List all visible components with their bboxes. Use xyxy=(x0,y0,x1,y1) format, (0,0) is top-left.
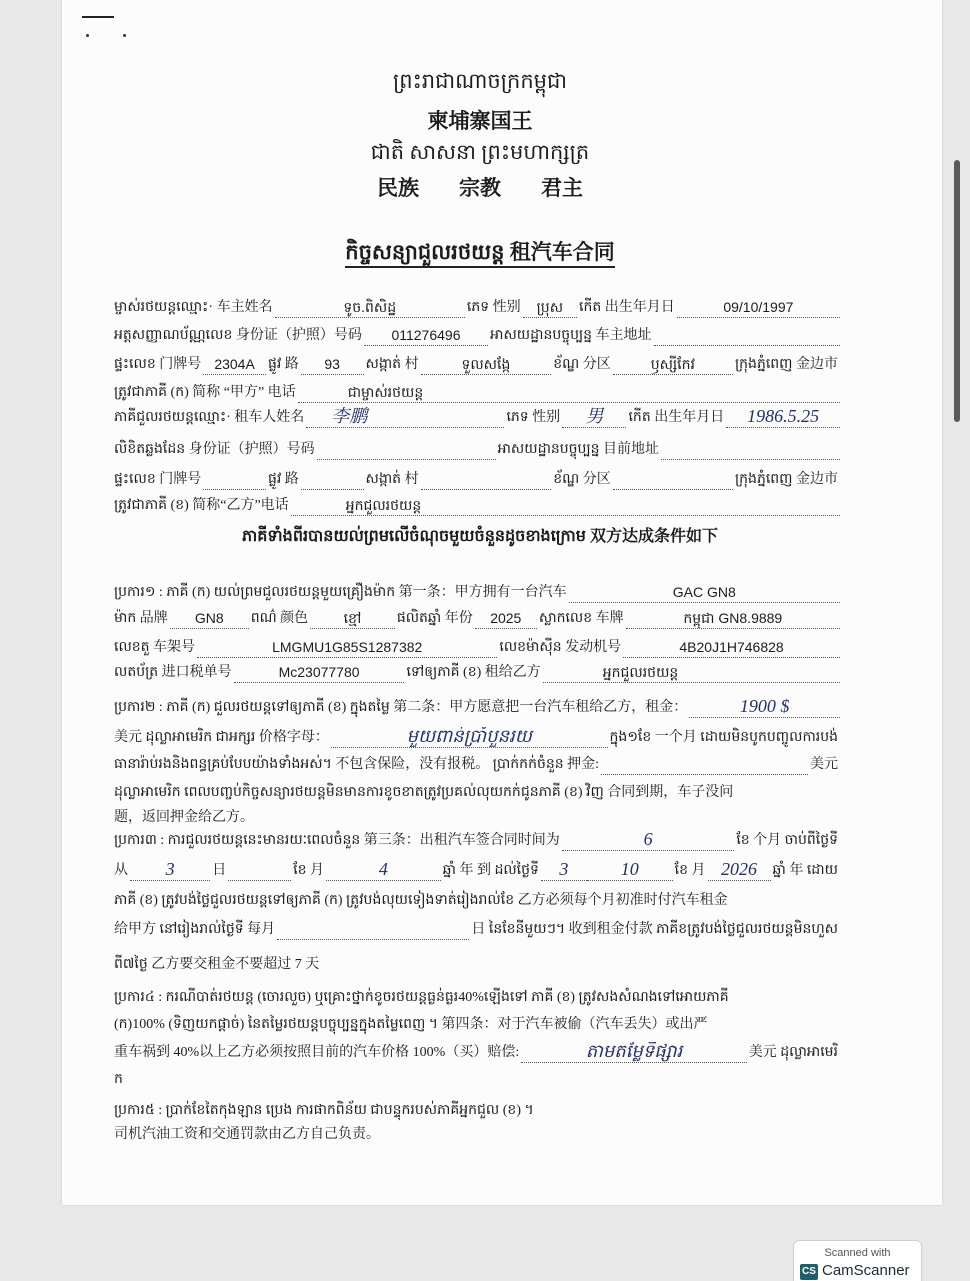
article1-intro: ប្រការ១ : ភាគី (ក) យល់ព្រមជួលរថយន្តមួយគ្រឿងម៉ាក 第一条：甲方拥有一台汽车 xyxy=(114,585,567,600)
owner-role-value: ជាម្ចាស់រថយន្ត xyxy=(298,382,840,403)
article4-row-4 xyxy=(112,1064,840,1090)
compensation-value: តាមតម្លៃទីផ្សារ xyxy=(521,1042,747,1063)
scan-dot xyxy=(123,34,126,37)
lease-to-label: ទៅឲ្យភាគី (ខ) 租给乙方 xyxy=(406,665,541,680)
scan-dot xyxy=(86,34,89,37)
article3-dates-row xyxy=(112,855,840,881)
article4-row-1 xyxy=(112,982,840,1008)
article2-refund-row xyxy=(112,777,840,803)
owner-name-row xyxy=(112,292,840,318)
day-label: 日 xyxy=(212,863,227,878)
renter-sex-label: ភេទ 性别 xyxy=(506,410,561,425)
owner-id-value: 011276496 xyxy=(364,325,488,346)
compensation-unit: 美元 ដុល្លាអាមេរិ xyxy=(748,1045,838,1060)
article1-intro-row xyxy=(112,577,840,603)
color-value: ខ្មៅ xyxy=(310,608,395,629)
blank-field xyxy=(203,469,266,490)
renter-city-label: ក្រុងភ្នំពេញ 金边市 xyxy=(735,472,838,487)
due-day-tail: 日 នៃខែនីមួយៗ។ 收到租金付款 ភាគីខត្រូវបង់ថ្លៃជួលរថយន្តមិនហួស xyxy=(471,922,838,937)
badge-caption: Scanned with xyxy=(824,1247,891,1259)
term-months-label: ខែ 个月 ចាប់ពីថ្ងៃទី xyxy=(736,833,838,848)
renter-district-label: ខ័ណ្ឌ 分区 xyxy=(553,472,611,487)
article2-intro-row xyxy=(112,692,840,718)
term-months-value: 6 xyxy=(562,830,735,851)
renter-house-label: ផ្ទះលេខ 门牌号 xyxy=(114,472,202,487)
contract-title-text: កិច្ចសន្យាជួលរថយន្ត 租汽车合同 xyxy=(345,240,615,268)
brand-label: ម៉ាក 品牌 xyxy=(114,611,168,626)
blank-field xyxy=(421,469,552,490)
year-label: ផលិតឆ្នាំ 年份 xyxy=(396,611,473,626)
owner-address-row xyxy=(112,349,840,375)
engine-label: លេខម៉ាស៊ីន 发动机号 xyxy=(499,640,622,655)
due-day-blank-field xyxy=(277,919,469,940)
owner-house-value: 2304A xyxy=(203,354,266,375)
rent-price-value: 1900 $ xyxy=(689,697,840,718)
kingdom-khmer-text: ព្រះរាជាណាចក្រកម្ពុជា xyxy=(392,69,567,93)
motto-religion: 宗教 xyxy=(459,176,501,200)
start-day-value: 3 xyxy=(130,860,210,881)
tax-label: លតប័ត្រ 进口税单号 xyxy=(114,665,232,680)
from-label: 从 xyxy=(114,863,128,878)
deposit-unit: 美元 xyxy=(810,757,838,772)
article3-due-row xyxy=(112,914,840,940)
article3-payment-row xyxy=(112,885,840,911)
renter-street-label: ផ្លូវ 路 xyxy=(267,472,299,487)
end-year-value: 2026 xyxy=(708,860,771,881)
end-month-value: 10 xyxy=(587,860,673,881)
month-label: ខែ 月 xyxy=(293,863,325,878)
article2-deposit-row xyxy=(112,749,840,775)
year-to-label: ឆ្នាំ 年 到 ដល់ថ្ងៃទី xyxy=(442,863,539,878)
owner-address-label: អាសយដ្ឋានបច្ចុប្បន្ន 车主地址 xyxy=(490,328,652,343)
article4-text-2: (ក)100% (ទិញយកផ្តាច់) នៃតម្លៃរថយន្តបច្ចុប្បន្នក្នុងតម្លៃពេញ ។ 第四条：对于汽车被偷（汽车丢失）或出严 xyxy=(114,1017,708,1032)
blank-field xyxy=(301,469,364,490)
blank-field xyxy=(228,860,291,881)
payment-text: ភាគី (ខ) ត្រូវបង់ថ្លៃជួលរថយន្តទៅឲ្យភាគី (ក) ត្រូវបង់លុយទៀងទាត់រៀងរាល់ខែ 乙方必须每个月初准时付汽车租金 xyxy=(114,893,728,908)
badge-brand: CamScanner xyxy=(822,1262,910,1279)
renter-name-row xyxy=(112,402,840,428)
article5-row-2 xyxy=(112,1119,840,1145)
motto-khmer-text: ជាតិ សាសនា ព្រះមហាក្សត្រ xyxy=(370,140,590,164)
motto-chinese xyxy=(0,172,960,202)
motto-king: 君主 xyxy=(541,176,583,200)
owner-street-value: 93 xyxy=(301,354,364,375)
brand-value: GN8 xyxy=(170,608,249,629)
blank-field xyxy=(654,325,840,346)
scan-mark xyxy=(82,16,114,18)
owner-name-label: ម្ចាស់រថយន្តឈ្មោះ· 车主姓名 xyxy=(114,300,273,315)
due-day-label: 给甲方 នៅរៀងរាល់ថ្ងៃទី 每月 xyxy=(114,922,276,937)
owner-party-label: ត្រូវជាភាគី (ក) 简称 “甲方” 电话 xyxy=(114,385,296,400)
plate-label: ស្លាកលេខ 车牌 xyxy=(538,611,624,626)
owner-id-row xyxy=(112,320,840,346)
agreement-heading-text: ភាគីទាំងពីរបានយល់ព្រមលើចំណុចមួយចំនួនដូចខាងក្រោម 双方达成条件如下 xyxy=(242,528,718,545)
owner-city-label: ក្រុងភ្នំពេញ 金边市 xyxy=(735,357,838,372)
contract-title xyxy=(0,236,960,270)
renter-name-label: ភាគីជួលរថយន្តឈ្មោះ· 租车人姓名 xyxy=(114,410,305,425)
owner-birth-value: 09/10/1997 xyxy=(677,297,840,318)
owner-district-value: ឫស្សីកែវ xyxy=(613,354,733,375)
article2-words-row xyxy=(112,722,840,748)
owner-commune-label: សង្កាត់ 村 xyxy=(365,357,419,372)
article4-text-3: 重车祸到 40%以上乙方必须按照目前的汽车价格 100%（买）赔偿: xyxy=(114,1045,520,1060)
camscanner-badge xyxy=(793,1240,922,1281)
renter-id-row xyxy=(112,434,840,460)
article4-text-4: ក xyxy=(114,1072,123,1087)
article3-intro: ប្រការ៣ : ការជួលរថយន្តនេះមានរយៈពេលចំនួន 第三条：出租汽车签合同时间为 xyxy=(114,833,560,848)
renter-birth-value: 1986.5.25 xyxy=(726,407,840,428)
renter-id-label: លិខិតឆ្លងដែន 身份证（护照）号码 xyxy=(114,442,315,457)
late-payment-text: ពី៧ថ្ងៃ 乙方要交租金不要超过 7 天 xyxy=(114,957,320,972)
renter-birth-label: កើត 出生年月日 xyxy=(628,410,725,425)
article1-vin-row xyxy=(112,632,840,658)
end-month-label: ខែ 月 xyxy=(674,863,706,878)
lease-to-value: អ្នកជួលរថយន្ត xyxy=(543,662,840,683)
owner-commune-value: ទួលសង្កែ xyxy=(421,354,552,375)
owner-street-label: ផ្លូវ 路 xyxy=(267,357,299,372)
renter-address-label: អាសយដ្ឋានបច្ចុប្បន្ន 目前地址 xyxy=(497,442,660,457)
article4-row-3 xyxy=(112,1037,840,1063)
owner-sex-value: ប្រុស xyxy=(523,297,577,318)
owner-birth-label: កើត 出生年月日 xyxy=(579,300,675,315)
article5-text-2: 司机汽油工资和交通罚款由乙方自己负责。 xyxy=(114,1127,380,1142)
owner-sex-label: ភេទ 性别 xyxy=(466,300,521,315)
owner-house-label: ផ្ទះលេខ 门牌号 xyxy=(114,357,202,372)
motto-khmer xyxy=(0,139,960,170)
article4-row-2 xyxy=(112,1009,840,1035)
year-value: 2025 xyxy=(475,608,537,629)
renter-sex-value: 男 xyxy=(562,407,626,428)
renter-name-value: 李鹏 xyxy=(306,407,504,428)
agreement-heading xyxy=(0,523,960,549)
owner-name-value: ទូច.ពិសិដ្ឋ xyxy=(275,297,465,318)
plate-value: កម្ពុជា GN8.9889 xyxy=(626,608,840,629)
owner-id-label: អត្តសញ្ញាណប័ណ្ណលេខ 身份证（护照）号码 xyxy=(114,328,362,343)
article3-late-row xyxy=(112,949,840,975)
deposit-blank-field xyxy=(601,754,808,775)
owner-district-label: ខ័ណ្ឌ 分区 xyxy=(553,357,611,372)
blank-field xyxy=(613,469,733,490)
refund-text: ដុល្លាអាមេរិក ពេលបញ្ចប់កិច្ចសន្យារថយន្តមិនមានការខូចខាតត្រូវប្រគល់លុយកក់ជូនភាគី (ខ) វិញ 合同到期，车子没问 xyxy=(114,785,734,800)
renter-party-label: ត្រូវជាភាគី (ខ) 简称“乙方”电话 xyxy=(114,498,289,513)
blank-field xyxy=(661,439,840,460)
renter-role-value: អ្នកជួលរថយន្ត xyxy=(291,495,840,516)
renter-address-row xyxy=(112,464,840,490)
vin-value: LMGMU1G85S1287382 xyxy=(197,637,497,658)
article5-text-1: ប្រការ៥ : ប្រាក់ខែតៃកុងឡាន ប្រេង ការផាកពិន័យ ជាបន្ទុករបស់ភាគីអ្នកជួល (ខ) ។ xyxy=(114,1103,534,1118)
renter-commune-label: សង្កាត់ 村 xyxy=(365,472,419,487)
article1-car-row xyxy=(112,603,840,629)
article3-intro-row xyxy=(112,825,840,851)
kingdom-chinese xyxy=(0,105,960,135)
end-year-label: ឆ្នាំ 年 ដោយ xyxy=(772,863,838,878)
camscanner-logo-icon: CS xyxy=(800,1264,818,1280)
motto-nation: 民族 xyxy=(377,176,419,200)
end-day-value: 3 xyxy=(541,860,587,881)
price-words-label: 美元 ដុល្លាអាមេរិក ជាអក្សរ 价格字母： xyxy=(114,730,329,745)
color-label: ពណ៌ 颜色 xyxy=(250,611,309,626)
vin-label: លេខតួ 车架号 xyxy=(114,640,196,655)
refund-text-continued: 题，返回押金给乙方。 xyxy=(114,810,254,825)
article5-row-1 xyxy=(112,1095,840,1121)
start-month-value: 4 xyxy=(326,860,441,881)
article2-intro: ប្រការ២ : ភាគី (ក) ជួលរថយន្តទៅឲ្យភាគី (ខ) ក្នុងតម្លៃ 第二条：甲方愿意把一台汽车租给乙方，租金： xyxy=(114,700,688,715)
kingdom-khmer xyxy=(0,68,960,99)
insurance-text: ធានារ៉ាប់រងនិងពន្ធគ្រប់បែបយ៉ាងទាំងអស់។ 不包含保险，没有报税。 ប្រាក់កក់ចំនួន 押金: xyxy=(114,757,600,772)
blank-field xyxy=(317,439,496,460)
renter-party-row xyxy=(112,490,840,516)
kingdom-chinese-text: 柬埔寨国王 xyxy=(427,109,533,133)
article1-tax-row xyxy=(112,657,840,683)
owner-party-row xyxy=(112,377,840,403)
article4-text-1: ប្រការ៤ : ករណីបាត់រថយន្ត (ចោរលួច) ឬគ្រោះថ្នាក់ខូចរថយន្តធ្ងន់ធ្ងរ40%ឡើងទៅ ភាគី (ខ) ត្រូវសងសំណងទៅអោយភាគី xyxy=(114,990,729,1005)
engine-value: 4B20J1H746828 xyxy=(623,637,840,658)
tax-value: Mc23077780 xyxy=(234,662,405,683)
price-words-value: មួយពាន់ប្រាំបួនរយ xyxy=(331,727,608,748)
per-month-text: ក្នុង១ខែ 一个月 ដោយមិនបូកបញ្ចូលការបង់ xyxy=(609,730,838,745)
car-model-value: GAC GN8 xyxy=(569,582,840,603)
